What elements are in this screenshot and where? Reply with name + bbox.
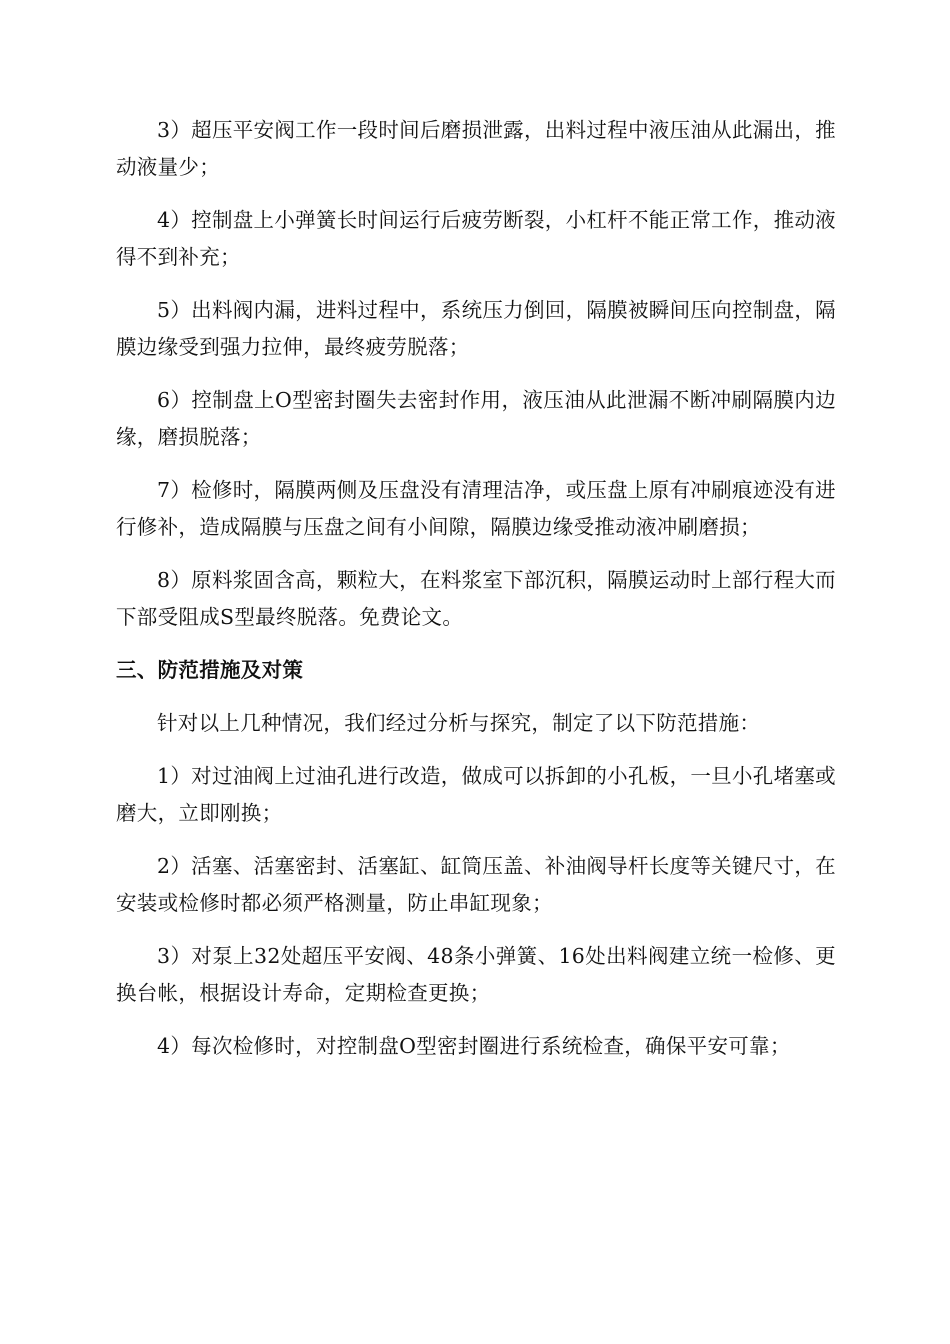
cause-item-8: 8）原料浆固含高，颗粒大，在料浆室下部沉积，隔膜运动时上部行程大而下部受阻成S型最终脱落。免费论文。 [116, 568, 836, 629]
cause-item-4: 4）控制盘上小弹簧长时间运行后疲劳断裂，小杠杆不能正常工作，推动液得不到补充； [116, 208, 836, 269]
section-heading: 三、防范措施及对策 [116, 658, 304, 682]
measure-item-3: 3）对泵上32处超压平安阀、48条小弹簧、16处出料阀建立统一检修、更换台帐，根据设计寿命，定期检查更换； [116, 944, 836, 1005]
measure-item-4: 4）每次检修时，对控制盘O型密封圈进行系统检查，确保平安可靠； [157, 1034, 791, 1058]
measure-item-2: 2）活塞、活塞密封、活塞缸、缸筒压盖、补油阀导杆长度等关键尺寸，在安装或检修时都必须严格测量，防止串缸现象； [116, 854, 836, 915]
intro-paragraph: 针对以上几种情况，我们经过分析与探究，制定了以下防范措施： [157, 711, 761, 735]
cause-item-7: 7）检修时，隔膜两侧及压盘没有清理洁净，或压盘上原有冲刷痕迹没有进行修补，造成隔膜与压盘之间有小间隙，隔膜边缘受推动液冲刷磨损； [116, 478, 836, 539]
cause-item-3: 3）超压平安阀工作一段时间后磨损泄露，出料过程中液压油从此漏出，推动液量少； [116, 118, 836, 179]
cause-item-5: 5）出料阀内漏，进料过程中，系统压力倒回，隔膜被瞬间压向控制盘，隔膜边缘受到强力拉伸，最终疲劳脱落； [116, 298, 836, 359]
document-page [116, 112, 836, 1081]
cause-item-6: 6）控制盘上O型密封圈失去密封作用，液压油从此泄漏不断冲刷隔膜内边缘，磨损脱落； [116, 388, 836, 449]
measure-item-1: 1）对过油阀上过油孔进行改造，做成可以拆卸的小孔板，一旦小孔堵塞或磨大，立即刚换； [116, 764, 836, 825]
